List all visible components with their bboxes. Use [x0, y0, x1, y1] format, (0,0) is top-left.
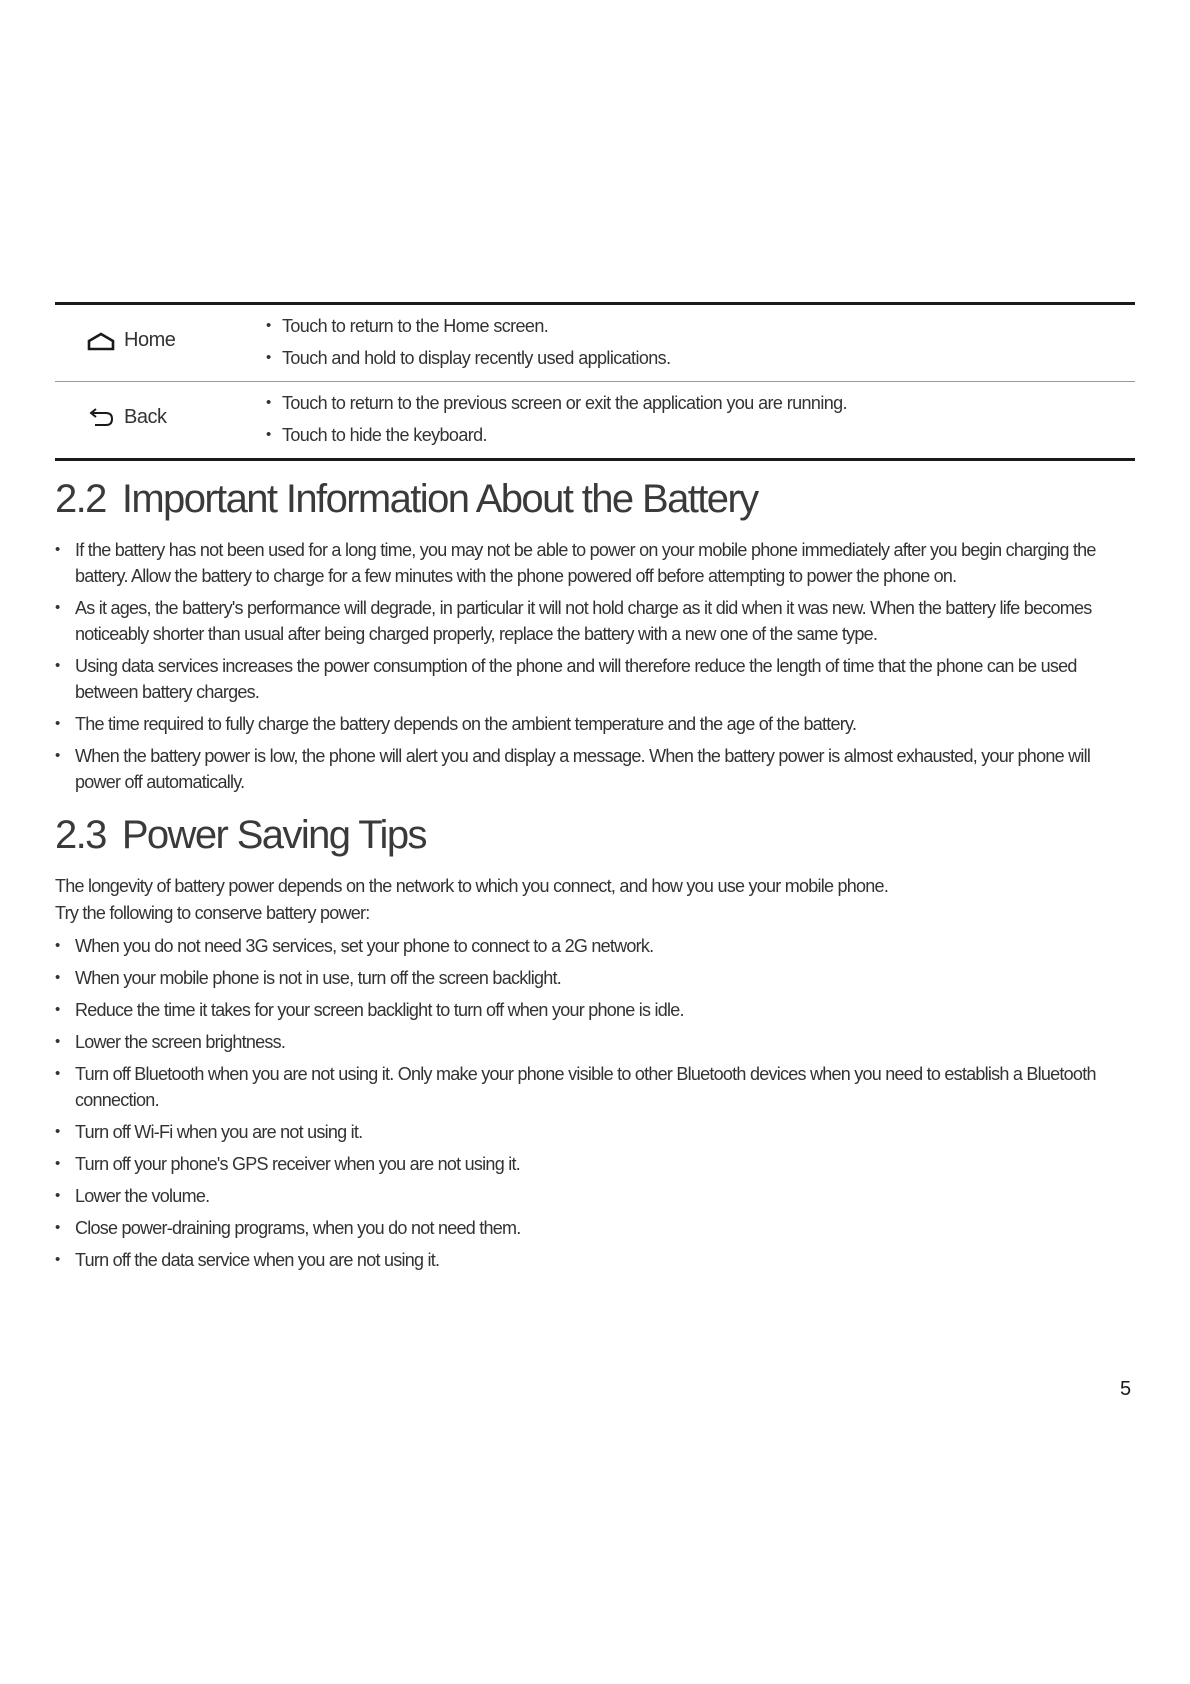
section-heading-tips — [55, 811, 1135, 859]
list-item: • Touch to return to the previous screen or exit the application you are running. — [266, 387, 1135, 419]
intro-line: The longevity of battery power depends on the network to which you connect, and how you use your mobile phone. — [55, 876, 889, 896]
section-heading-battery — [55, 475, 1135, 523]
intro-line: Try the following to conserve battery power: — [55, 903, 370, 923]
intro-text — [55, 873, 1135, 927]
page-number: 5 — [1120, 1378, 1132, 1400]
key-row-home — [55, 304, 1135, 382]
list-item: • Touch to hide the keyboard. — [266, 419, 1135, 451]
list-item: • Turn off Bluetooth when you are not using it. Only make your phone visible to other Bluetooth devices when you need to establish a Bluetooth connection. — [55, 1061, 1135, 1113]
key-row-back — [55, 382, 1135, 460]
list-item: • Turn off the data service when you are not using it. — [55, 1247, 1135, 1273]
list-item: • Using data services increases the power consumption of the phone and will therefore reduce the length of time that the phone can be used between battery charges. — [55, 653, 1135, 705]
home-icon — [87, 331, 115, 351]
list-item: • Lower the screen brightness. — [55, 1029, 1135, 1055]
list-item: • Touch to return to the Home screen. — [266, 310, 1135, 342]
section-number: 2.2 — [55, 477, 106, 521]
list-item: • Touch and hold to display recently used applications. — [266, 342, 1135, 374]
key-cell — [55, 382, 258, 460]
section-number: 2.3 — [55, 813, 106, 857]
key-description — [258, 382, 1135, 460]
list-item: • Reduce the time it takes for your screen backlight to turn off when your phone is idle. — [55, 997, 1135, 1023]
list-item: • Close power-draining programs, when you do not need them. — [55, 1215, 1135, 1241]
section-title: Power Saving Tips — [121, 813, 426, 857]
list-item: • Turn off Wi-Fi when you are not using it. — [55, 1119, 1135, 1145]
key-label-back: Back — [124, 406, 167, 429]
section-title: Important Information About the Battery — [121, 477, 758, 521]
list-item: • When you do not need 3G services, set your phone to connect to a 2G network. — [55, 933, 1135, 959]
page-content — [55, 302, 1135, 1279]
battery-info-list — [55, 537, 1135, 795]
key-label-home: Home — [124, 329, 176, 352]
list-item: • Turn off your phone's GPS receiver when you are not using it. — [55, 1151, 1135, 1177]
list-item: • If the battery has not been used for a long time, you may not be able to power on your mobile phone immediately after you begin charging the battery. Allow the battery to charge for a few minutes with the phone powered off before attempting to power the phone on. — [55, 537, 1135, 589]
key-cell — [55, 304, 258, 382]
list-item: • The time required to fully charge the battery depends on the ambient temperature and the age of the battery. — [55, 711, 1135, 737]
power-tips-list — [55, 933, 1135, 1273]
list-item: • Lower the volume. — [55, 1183, 1135, 1209]
list-item: • When the battery power is low, the phone will alert you and display a message. When the battery power is almost exhausted, your phone will power off automatically. — [55, 743, 1135, 795]
key-table — [55, 302, 1135, 461]
key-description — [258, 304, 1135, 382]
list-item: • As it ages, the battery's performance will degrade, in particular it will not hold charge as it did when it was new. When the battery life becomes noticeably shorter than usual after being charged properly, replace the battery with a new one of the same type. — [55, 595, 1135, 647]
list-item: • When your mobile phone is not in use, turn off the screen backlight. — [55, 965, 1135, 991]
back-arrow-icon — [87, 408, 115, 428]
